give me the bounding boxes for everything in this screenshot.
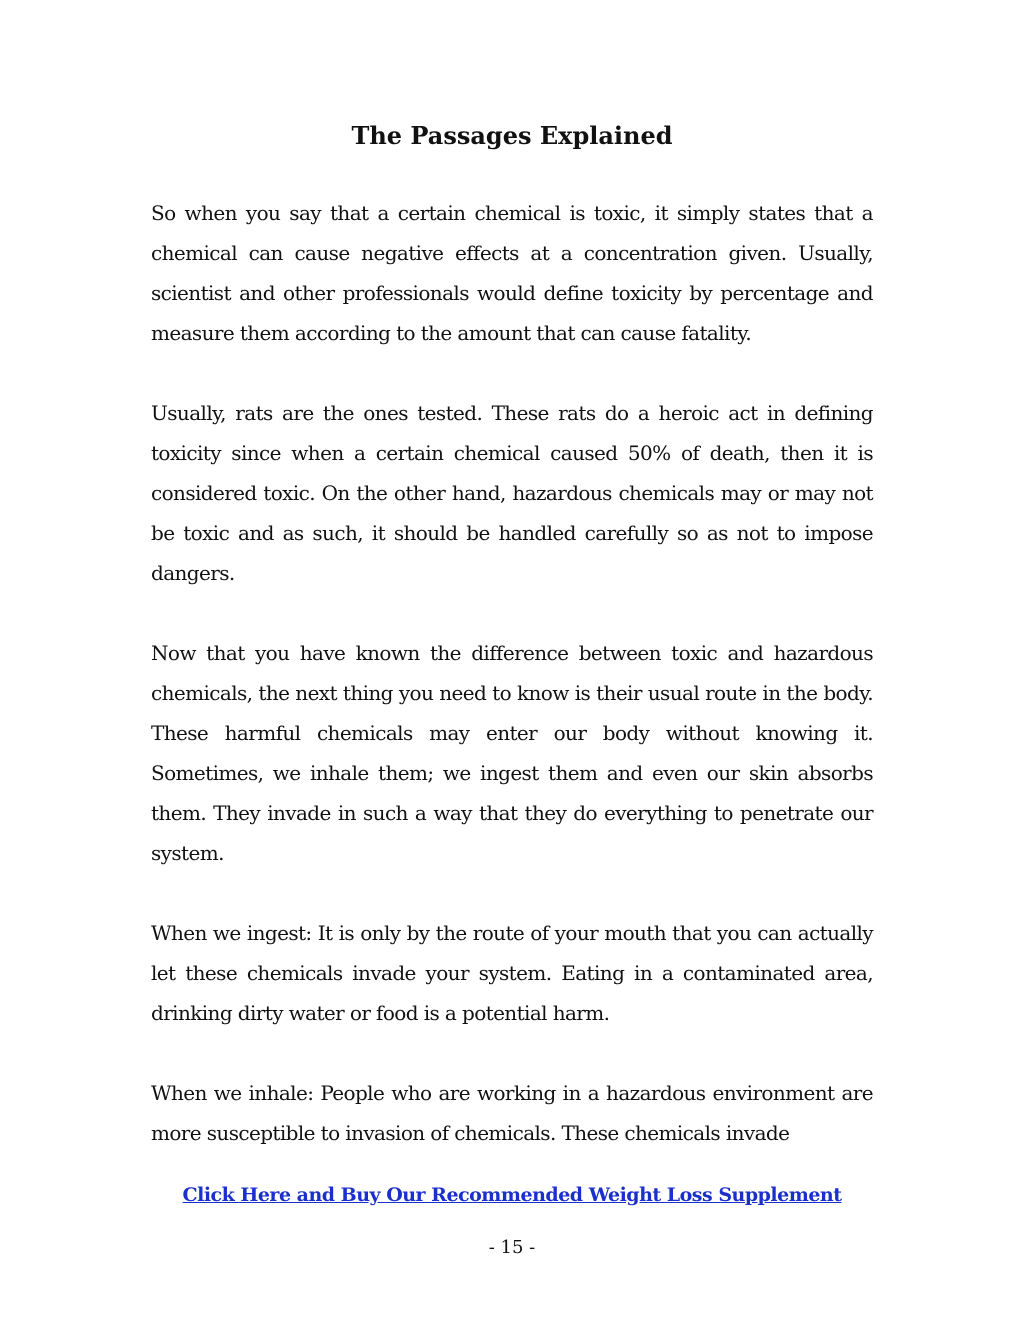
paragraph-1: So when you say that a certain chemical is toxic, it simply states that a chemical can cause negative effects at a concentration given. Usually, scientist and other professionals would define toxicity by percentage and measure them according to the amount that can cause fatality.: [151, 201, 873, 345]
promo-link[interactable]: Click Here and Buy Our Recommended Weight Loss Supplement: [182, 1184, 842, 1206]
body-text: [151, 193, 873, 1193]
page-number: - 15 -: [488, 1237, 536, 1258]
paragraph-4: When we ingest: It is only by the route of your mouth that you can actually let these chemicals invade your system. Eating in a contaminated area, drinking dirty water or food is a potential harm.: [151, 921, 873, 1025]
paragraph-3: Now that you have known the difference between toxic and hazardous chemicals, the next thing you need to know is their usual route in the body. These harmful chemicals may enter our body without knowing it. Sometimes, we inhale them; we ingest them and even our skin absorbs them. They invade in such a way that they do everything to penetrate our system.: [151, 641, 873, 865]
page-title: The Passages Explained: [351, 121, 673, 150]
paragraph-2: Usually, rats are the ones tested. These rats do a heroic act in defining toxicity since when a certain chemical caused 50% of death, then it is considered toxic. On the other hand, hazardous chemicals may or may not be toxic and as such, it should be handled carefully so as not to impose dangers.: [151, 401, 873, 585]
paragraph-5: When we inhale: People who are working in a hazardous environment are more susceptible to invasion of chemicals. These chemicals invade: [151, 1081, 873, 1145]
promo-link-container: [0, 1184, 1024, 1206]
